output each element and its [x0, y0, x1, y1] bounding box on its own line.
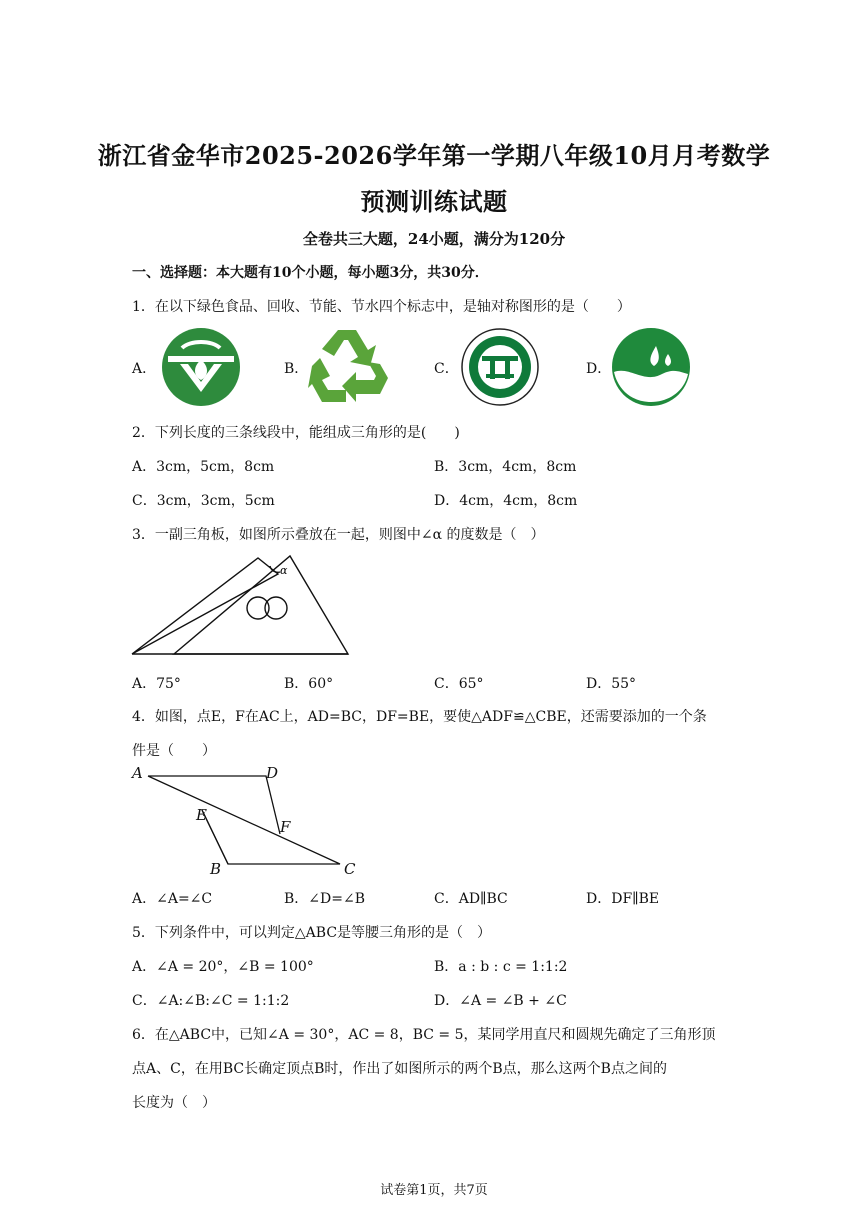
q4-parallelogram-figure: [128, 762, 364, 882]
q2-option-d[interactable]: D．4cm，4cm，8cm: [434, 493, 578, 509]
q4-point-a: A: [132, 764, 143, 782]
q3-stem: 3．一副三角板，如图所示叠放在一起，则图中∠α 的度数是（ ）: [132, 527, 545, 543]
q4-point-b: B: [210, 860, 222, 878]
q5-option-b[interactable]: B．a : b : c = 1:1:2: [434, 959, 568, 975]
q6-stem-line1: 6．在△ABC中，已知∠A = 30°，AC = 8，BC = 5，某同学用直尺和圆规先确定了三角形顶: [132, 1027, 716, 1043]
page-footer: 试卷第1页，共7页: [380, 1183, 488, 1198]
q3-option-d[interactable]: D．55°: [586, 676, 637, 692]
q5-option-c[interactable]: C．∠A:∠B:∠C = 1:1:2: [132, 993, 290, 1009]
q2-stem: 2．下列长度的三条线段中，能组成三角形的是( ): [132, 425, 460, 441]
q4-stem-line1: 4．如图，点E，F在AC上，AD=BC，DF=BE，要使△ADF≌△CBE，还需要添加的一个条: [132, 709, 707, 725]
q4-point-c: C: [344, 860, 356, 878]
q4-option-d[interactable]: D．DF∥BE: [586, 891, 660, 907]
q6-stem-line2: 点A、C，在用BC长确定顶点B时，作出了如图所示的两个B点，那么这两个B点之间的: [132, 1061, 667, 1077]
q1-label-a: A．: [132, 361, 157, 377]
q4-point-e: E: [196, 806, 207, 824]
q6-stem-line3: 长度为（ ）: [132, 1095, 216, 1111]
q2-option-a[interactable]: A．3cm，5cm，8cm: [132, 459, 275, 475]
q4-option-a[interactable]: A．∠A=∠C: [132, 891, 213, 907]
q2-option-c[interactable]: C．3cm，3cm，5cm: [132, 493, 275, 509]
q4-option-c[interactable]: C．AD∥BC: [434, 891, 508, 907]
q3-triangle-figure: [128, 552, 354, 658]
q3-alpha-label: α: [280, 564, 288, 577]
q5-stem: 5．下列条件中，可以判定△ABC是等腰三角形的是（ ）: [132, 925, 492, 941]
q2-option-b[interactable]: B．3cm，4cm，8cm: [434, 459, 577, 475]
recycle-logo-icon: [308, 326, 392, 406]
exam-title-line1: 浙江省金华市2025-2026学年第一学期八年级10月月考数学: [97, 141, 771, 170]
q5-option-a[interactable]: A．∠A = 20°，∠B = 100°: [132, 959, 314, 975]
q1-label-c: C．: [434, 361, 459, 377]
exam-title-line2: 预测训练试题: [360, 187, 508, 216]
exam-summary: 全卷共三大题，24小题，满分为120分: [302, 230, 566, 248]
q3-option-c[interactable]: C．65°: [434, 676, 484, 692]
q4-point-f: F: [280, 818, 291, 836]
q1-stem: 1．在以下绿色食品、回收、节能、节水四个标志中，是轴对称图形的是（ ）: [132, 299, 631, 315]
q1-label-d: D．: [586, 361, 612, 377]
q4-option-b[interactable]: B．∠D=∠B: [284, 891, 365, 907]
green-food-logo-icon: [160, 326, 242, 408]
water-saving-logo-icon: [610, 326, 692, 408]
energy-saving-logo-icon: [458, 326, 542, 408]
q3-option-b[interactable]: B．60°: [284, 676, 334, 692]
q3-option-a[interactable]: A．75°: [132, 676, 181, 692]
q4-stem-line2: 件是（ ）: [132, 743, 216, 759]
section1-heading: 一、选择题：本大题有10个小题，每小题3分，共30分．: [132, 265, 489, 281]
q1-label-b: B．: [284, 361, 309, 377]
q5-option-d[interactable]: D．∠A = ∠B + ∠C: [434, 993, 567, 1009]
q4-point-d: D: [266, 764, 279, 782]
